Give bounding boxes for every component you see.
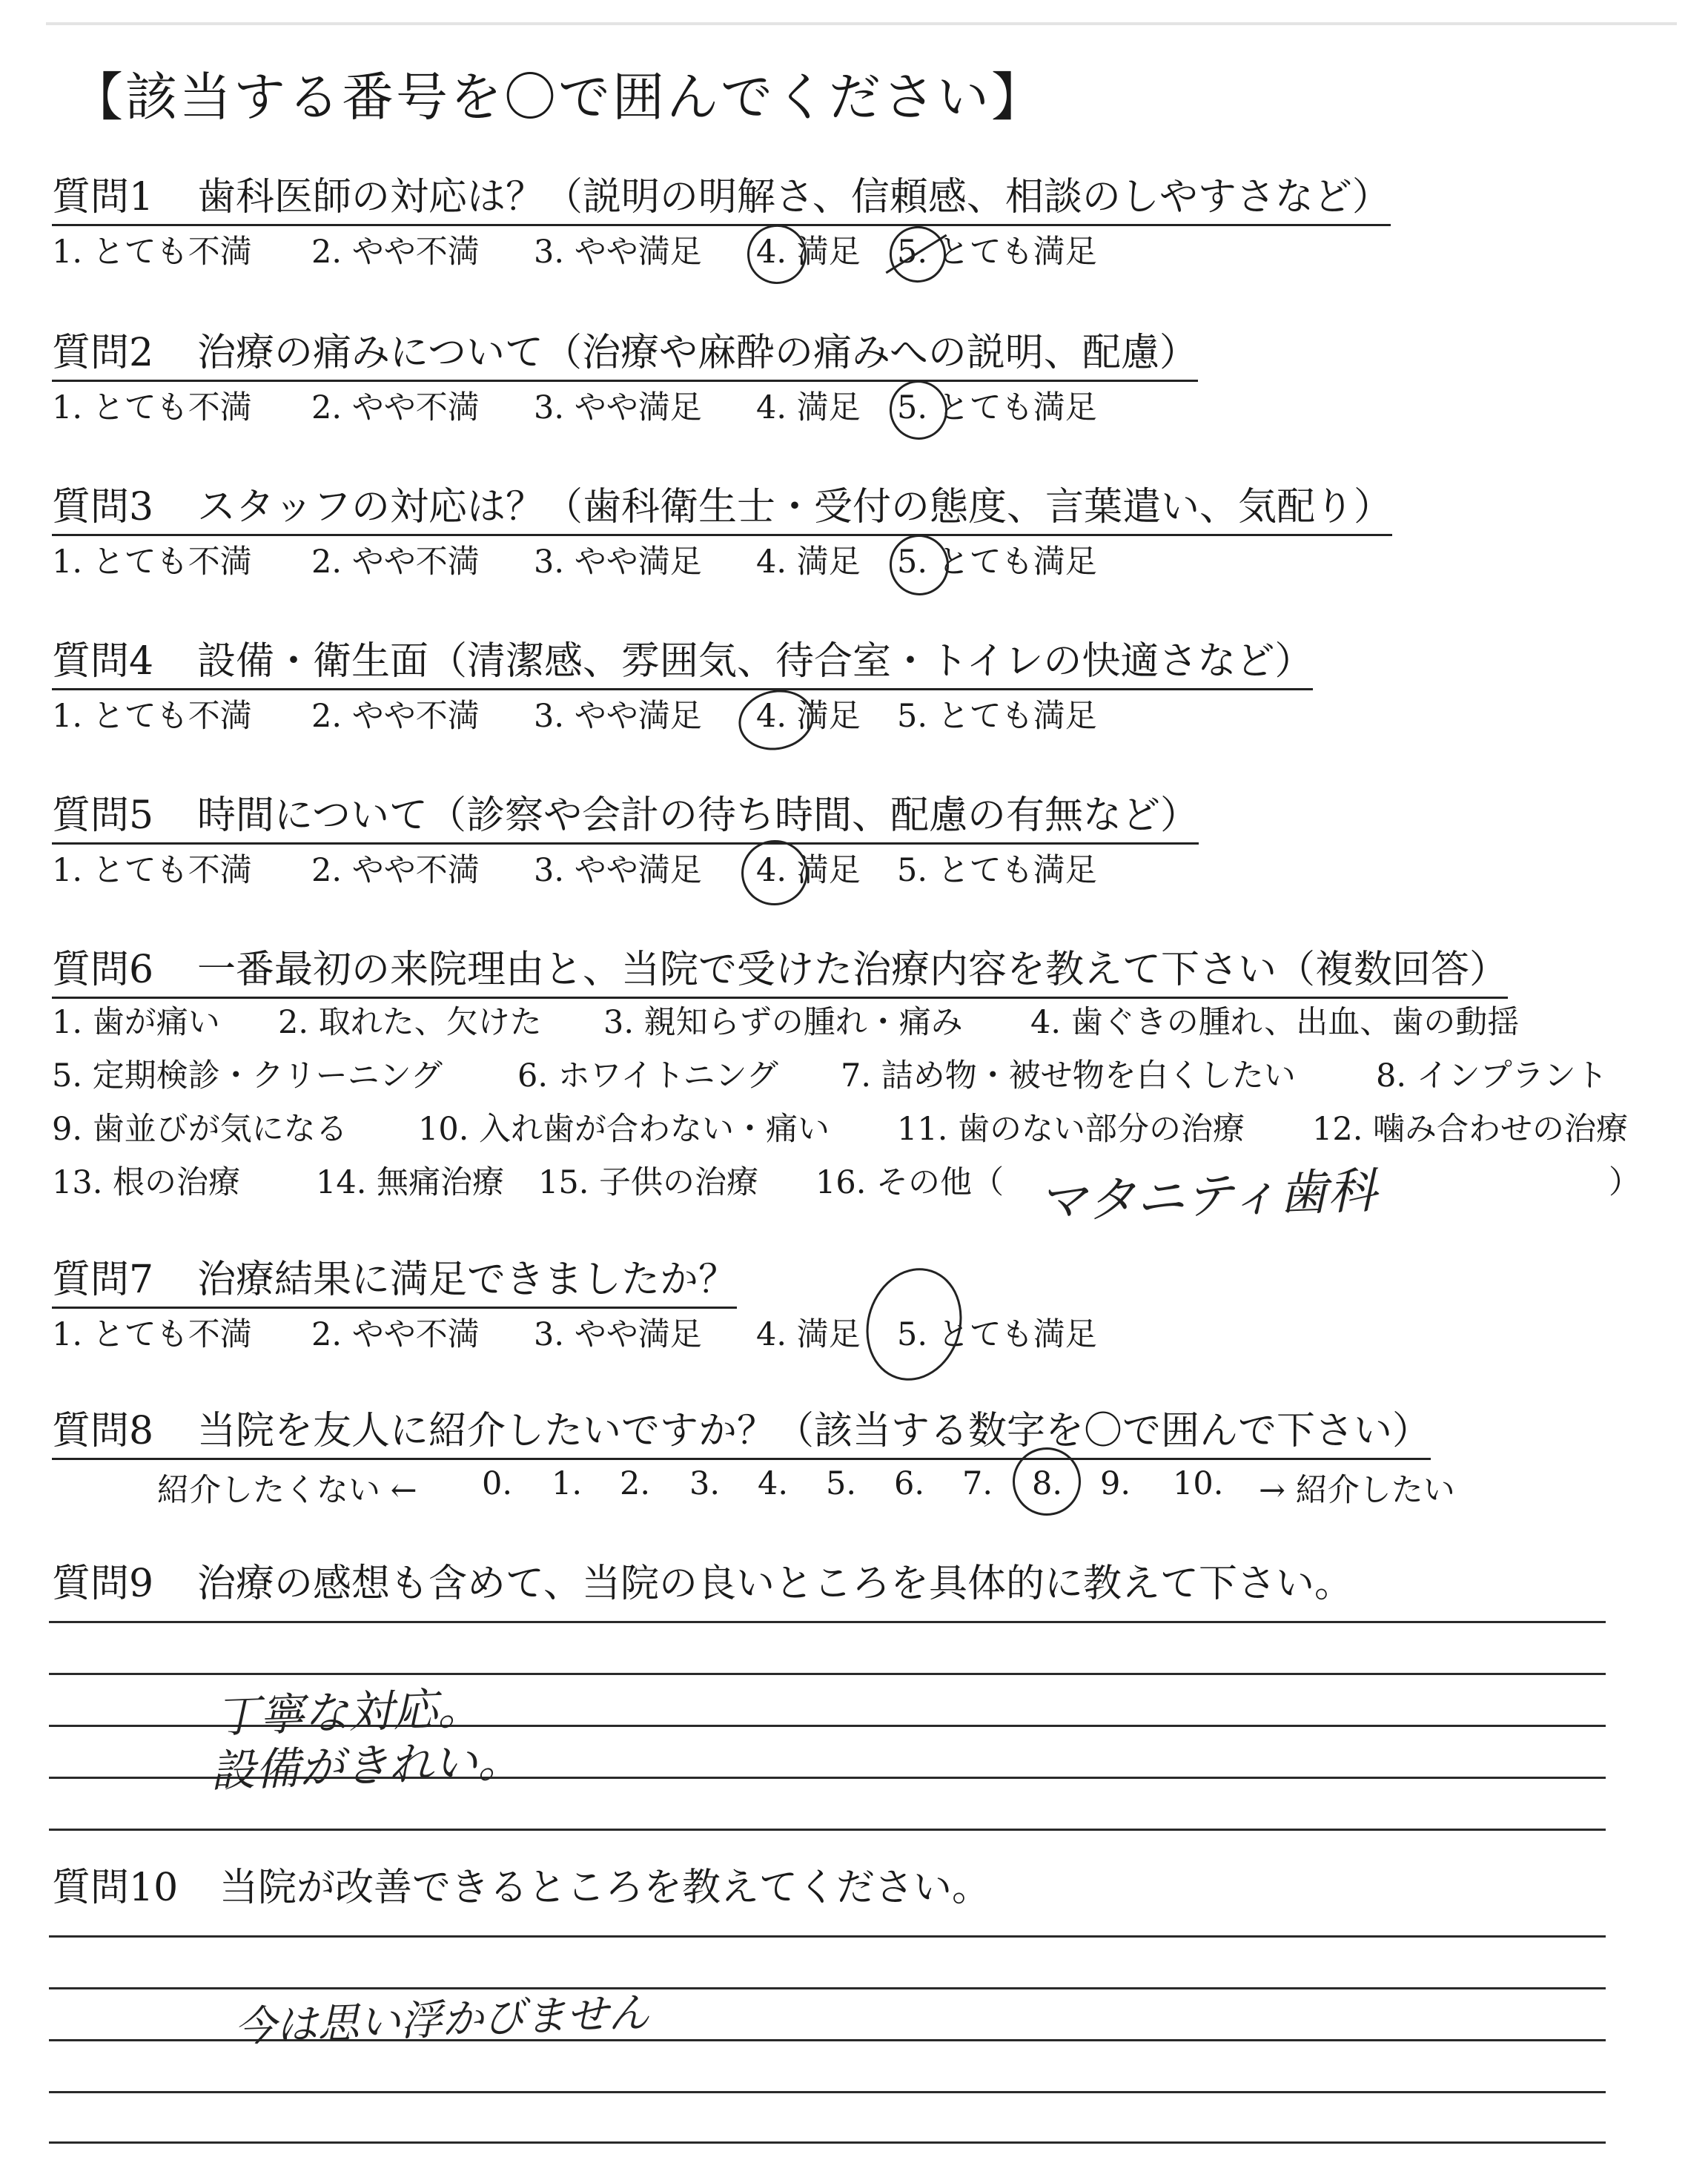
option-5[interactable]: 5. とても満足 [897, 234, 1097, 271]
question-number: 質問6 [52, 948, 154, 992]
selection-circle [735, 834, 814, 912]
selection-circle [884, 375, 953, 445]
question-5 [52, 793, 1199, 960]
answer-handwriting-line-2: 設備がきれい。 [210, 1734, 523, 1798]
option-5[interactable]: 5. とても満足 [897, 852, 1097, 889]
option-item[interactable]: 16. その他（ [815, 1164, 1004, 1201]
scale-1[interactable]: 1. [552, 1465, 583, 1502]
option-2[interactable]: 2. やや不満 [311, 852, 480, 889]
option-1[interactable]: 1. とても不満 [52, 234, 252, 271]
question-1-header [52, 175, 1391, 226]
option-4[interactable]: 4. 満足 [756, 698, 861, 735]
question-text: 治療の痛みについて（治療や麻酔の痛みへの説明、配慮） [197, 331, 1198, 375]
other-close-paren: ） [1609, 1164, 1641, 1201]
question-number: 質問7 [52, 1258, 154, 1302]
question-2-header [52, 331, 1198, 382]
option-item[interactable]: 9. 歯並びが気になる [52, 1111, 348, 1148]
question-number: 質問5 [52, 793, 154, 838]
option-item[interactable]: 14. 無痛治療 [316, 1164, 505, 1201]
scale-left-label: 紹介したくない ← [157, 1472, 417, 1509]
question-number: 質問2 [52, 331, 154, 375]
form-title: 【該当する番号を〇で囲んでください】 [71, 67, 1045, 128]
option-item[interactable]: 11. 歯のない部分の治療 [897, 1111, 1245, 1148]
scale-7[interactable]: 7. [962, 1465, 993, 1502]
option-item[interactable]: 6. ホワイトニング [517, 1057, 778, 1094]
option-2[interactable]: 2. やや不満 [311, 1316, 480, 1353]
question-5-header [52, 793, 1199, 845]
scale-5[interactable]: 5. [826, 1465, 857, 1502]
option-4[interactable]: 4. 満足 [756, 1316, 861, 1353]
question-4 [52, 639, 1314, 805]
answer-options [52, 234, 1391, 288]
option-item[interactable]: 13. 根の治療 [52, 1164, 241, 1201]
option-item[interactable]: 3. 親知らずの腫れ・痛み [603, 1004, 963, 1041]
option-4[interactable]: 4. 満足 [756, 544, 861, 581]
selection-circle [852, 1255, 976, 1393]
answer-line [49, 1673, 1606, 1675]
option-2[interactable]: 2. やや不満 [311, 234, 480, 271]
option-4[interactable]: 4. 満足 [756, 389, 861, 426]
question-text: 治療結果に満足できましたか？ [197, 1258, 738, 1302]
question-6-header [52, 948, 1509, 999]
answer-line [49, 2091, 1606, 2093]
answer-options [52, 546, 1392, 598]
answer-line [49, 1935, 1606, 1938]
question-7-header [52, 1258, 738, 1309]
option-5[interactable]: 5. とても満足 [897, 1316, 1097, 1353]
question-text: スタッフの対応は？（歯科衛生士・受付の態度、言葉遣い、気配り） [197, 485, 1393, 529]
option-item[interactable]: 7. 詰め物・被せ物を白くしたい [841, 1057, 1296, 1094]
question-6 [52, 948, 1509, 999]
option-3[interactable]: 3. やや満足 [534, 234, 702, 271]
question-1 [52, 175, 1391, 341]
option-item[interactable]: 1. 歯が痛い [52, 1004, 220, 1041]
question-text: 時間について（診察や会計の待ち時間、配慮の有無など） [197, 793, 1199, 838]
question-text: 歯科医師の対応は？（説明の明解さ、信頼感、相談のしやすさなど） [197, 175, 1391, 219]
option-2[interactable]: 2. やや不満 [311, 389, 480, 426]
option-3[interactable]: 3. やや満足 [534, 852, 702, 889]
option-3[interactable]: 3. やや満足 [534, 544, 702, 581]
question-number: 質問4 [52, 639, 154, 684]
option-1[interactable]: 1. とても不満 [52, 698, 252, 735]
option-4[interactable]: 4. 満足 [756, 852, 861, 889]
question-4-header [52, 639, 1314, 690]
question-7 [52, 1258, 1097, 1424]
question-text: 設備・衛生面（清潔感、雰囲気、待合室・トイレの快適さなど） [197, 639, 1314, 684]
selection-circle [733, 683, 819, 756]
question-text: 当院が改善できるところを教えてください。 [219, 1866, 991, 1910]
option-2[interactable]: 2. やや不満 [311, 544, 480, 581]
option-3[interactable]: 3. やや満足 [534, 698, 702, 735]
option-3[interactable]: 3. やや満足 [534, 1316, 702, 1353]
question-10-header [52, 1866, 991, 1915]
question-number: 質問3 [52, 485, 154, 529]
scale-0[interactable]: 0. [482, 1465, 513, 1502]
option-5[interactable]: 5. とても満足 [897, 544, 1097, 581]
question-8-header [52, 1409, 1431, 1460]
answer-options [52, 852, 1199, 907]
question-text: 当院を友人に紹介したいですか？（該当する数字を〇で囲んで下さい） [197, 1409, 1431, 1453]
answer-line [49, 2141, 1606, 2144]
selection-circle [742, 219, 812, 290]
answer-options [52, 389, 1198, 444]
question-2 [52, 331, 1198, 497]
question-3-header [52, 485, 1393, 536]
question-number: 質問9 [52, 1562, 154, 1606]
question-number: 質問10 [52, 1866, 179, 1910]
option-1[interactable]: 1. とても不満 [52, 389, 252, 426]
scale-8[interactable]: 8. [1032, 1465, 1063, 1502]
option-2[interactable]: 2. やや不満 [311, 698, 480, 735]
option-item[interactable]: 8. インプラント [1376, 1057, 1608, 1094]
option-item[interactable]: 4. 歯ぐきの腫れ、出血、歯の動揺 [1030, 1004, 1520, 1041]
selection-circle [884, 529, 954, 601]
answer-line [49, 1829, 1606, 1831]
option-5[interactable]: 5. とても満足 [897, 698, 1097, 735]
option-item[interactable]: 10. 入れ歯が合わない・痛い [418, 1111, 830, 1148]
option-1[interactable]: 1. とても不満 [52, 852, 252, 889]
scale-right-label: → 紹介したい [1259, 1472, 1455, 1509]
option-item[interactable]: 12. 噛み合わせの治療 [1312, 1111, 1629, 1148]
option-1[interactable]: 1. とても不満 [52, 1316, 252, 1353]
answer-options [52, 1316, 1097, 1371]
scale-10[interactable]: 10. [1173, 1465, 1224, 1502]
option-4[interactable]: 4. 満足 [756, 234, 861, 271]
question-text: 治療の感想も含めて、当院の良いところを具体的に教えて下さい。 [197, 1562, 1353, 1606]
answer-options [52, 698, 1313, 753]
option-3[interactable]: 3. やや満足 [534, 389, 702, 426]
option-5[interactable]: 5. とても満足 [897, 389, 1097, 426]
scale-9[interactable]: 9. [1100, 1465, 1131, 1502]
answer-handwriting-line-1: 今は思い浮かびません [234, 1989, 651, 2052]
answer-line [49, 1987, 1606, 1989]
option-item[interactable]: 15. 子供の治療 [538, 1164, 759, 1201]
question-number: 質問8 [52, 1409, 154, 1453]
question-9-header [52, 1562, 1353, 1611]
question-text: 一番最初の来院理由と、当院で受けた治療内容を教えて下さい（複数回答） [197, 948, 1509, 992]
question-number: 質問1 [52, 175, 154, 219]
scale-4[interactable]: 4. [758, 1465, 789, 1502]
option-item[interactable]: 5. 定期検診・クリーニング [52, 1057, 443, 1094]
question-3 [52, 485, 1393, 651]
scale-2[interactable]: 2. [620, 1465, 651, 1502]
answer-line [49, 1621, 1606, 1623]
scale-3[interactable]: 3. [689, 1465, 721, 1502]
option-item[interactable]: 2. 取れた、欠けた [278, 1004, 542, 1041]
answer-handwriting-line-1: 丁寧な対応。 [214, 1682, 483, 1744]
other-answer-handwriting: マタニティ歯科 [1037, 1162, 1378, 1231]
scale-6[interactable]: 6. [894, 1465, 925, 1502]
top-border [46, 22, 1677, 25]
option-1[interactable]: 1. とても不満 [52, 544, 252, 581]
